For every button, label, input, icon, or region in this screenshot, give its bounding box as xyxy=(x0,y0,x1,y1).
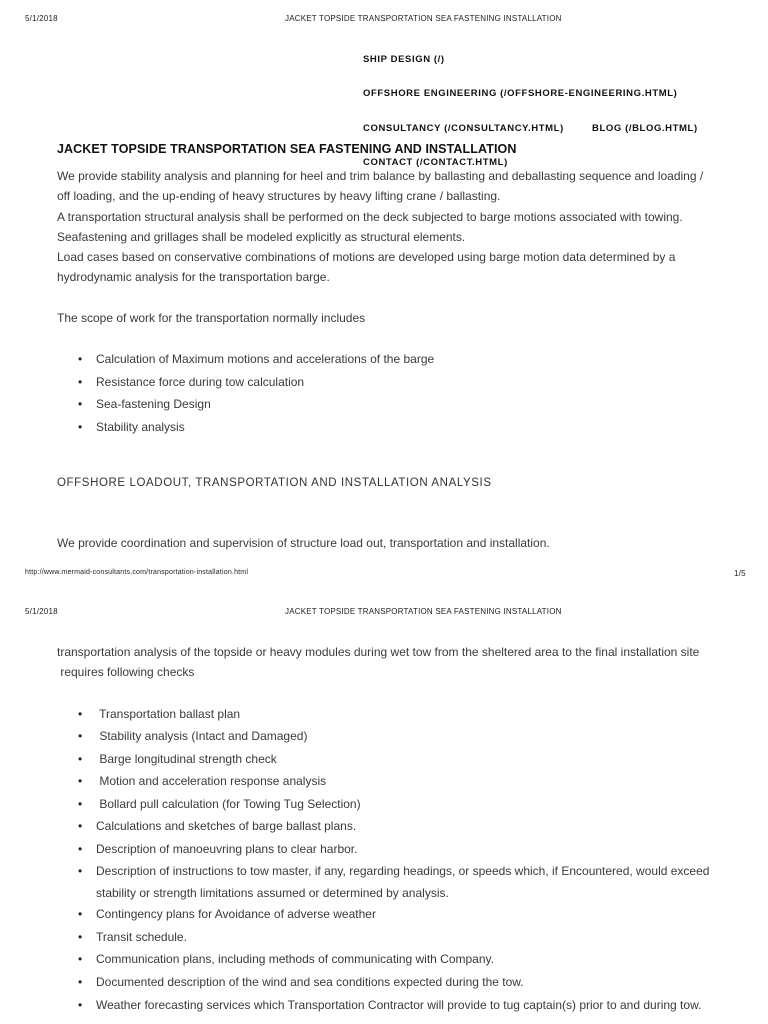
nav-link-ship-design[interactable]: SHIP DESIGN (/) xyxy=(363,54,445,65)
page1-footer-page-number: 1/5 xyxy=(734,569,746,578)
bullet-icon: • xyxy=(78,864,83,878)
page2-intro-paragraph xyxy=(57,642,747,683)
section-subheading: OFFSHORE LOADOUT, TRANSPORTATION AND INSTALLATION ANALYSIS xyxy=(57,477,492,489)
bullet-icon: • xyxy=(78,774,83,788)
scope-list: • Calculation of Maximum motions and accelerations of the barge • Resistance force during tow calculation • Sea-fastening Design • Stability analysis xyxy=(78,352,435,434)
intro-line: transportation analysis of the topside or heavy modules during wet tow from the sheltered area to the final installation site xyxy=(57,645,700,659)
bullet-icon: • xyxy=(78,975,83,989)
bullet-icon: • xyxy=(78,352,83,366)
intro-line: hydrodynamic analysis for the transportation barge. xyxy=(57,270,330,285)
bullet-icon: • xyxy=(78,952,83,966)
bullet-icon: • xyxy=(78,797,83,811)
intro-line: Load cases based on conservative combinations of motions are developed using barge motion data determined by a xyxy=(57,250,676,265)
bullet-icon: • xyxy=(78,998,83,1012)
bullet-icon: • xyxy=(78,707,83,721)
bullet-icon: • xyxy=(78,375,83,389)
intro-line: off loading, and the up-ending of heavy structures by heavy lifting crane / ballasting. xyxy=(57,189,501,204)
coordination-text: We provide coordination and supervision of structure load out, transportation and installation. xyxy=(57,536,550,550)
nav-link-blog[interactable]: BLOG (/BLOG.HTML) xyxy=(592,123,698,134)
page-title: JACKET TOPSIDE TRANSPORTATION SEA FASTENING AND INSTALLATION xyxy=(57,142,517,156)
checks-list: • Transportation ballast plan • Stability analysis (Intact and Damaged) • Barge longitudinal strength check • Motion and acceleration response analysis • Bollard pull calculation (for Towing Tug Selection) • Calculations and sketches of barge ballast plans. • Description of manoeuvring plans to clear harbor. • Description of instructions to tow master, if any, regarding headings, or speeds which, if Encountered, would exceed stability or strength limitations assumed or determined by analysis. • Contingency plans for Avoidance of adverse weather • Transit schedule. • Communication plans, including methods of communicating with Company. • Documented description of the wind and sea conditions expected during the tow. • Weather forecasting services which Transportation Contractor will provide to tug captain(s) prior to and during tow. xyxy=(78,707,710,1012)
bullet-icon: • xyxy=(78,930,83,944)
page1-footer-url[interactable]: http://www.mermaid-consultants.com/transportation-installation.html xyxy=(25,569,249,576)
page1-header-date: 5/1/2018 xyxy=(25,14,58,23)
page2-header-date: 5/1/2018 xyxy=(25,607,58,616)
nav-link-contact[interactable]: CONTACT (/CONTACT.HTML) xyxy=(363,157,508,168)
bullet-icon: • xyxy=(78,907,83,921)
page1-header-title: JACKET TOPSIDE TRANSPORTATION SEA FASTENING INSTALLATION xyxy=(285,14,562,23)
bullet-icon: • xyxy=(78,752,83,766)
bullet-icon: • xyxy=(78,397,83,411)
bullet-icon: • xyxy=(78,420,83,434)
intro-paragraph xyxy=(57,166,747,288)
bullet-icon: • xyxy=(78,842,83,856)
intro-line: requires following checks xyxy=(57,665,195,680)
nav-link-consultancy[interactable]: CONSULTANCY (/CONSULTANCY.HTML) xyxy=(363,123,564,134)
nav-link-offshore-engineering[interactable]: OFFSHORE ENGINEERING (/OFFSHORE-ENGINEERING.HTML) xyxy=(363,88,678,99)
intro-line: Seafastening and grillages shall be modeled explicitly as structural elements. xyxy=(57,229,466,244)
intro-line: A transportation structural analysis shall be performed on the deck subjected to barge motions associated with towing. xyxy=(57,209,683,224)
bullet-icon: • xyxy=(78,729,83,743)
intro-line: We provide stability analysis and planning for heel and trim balance by ballasting and deballasting sequence and loading / xyxy=(57,169,704,183)
bullet-icon: • xyxy=(78,819,83,833)
scope-text: The scope of work for the transportation normally includes xyxy=(57,311,366,325)
page2-header-title: JACKET TOPSIDE TRANSPORTATION SEA FASTENING INSTALLATION xyxy=(285,607,562,616)
